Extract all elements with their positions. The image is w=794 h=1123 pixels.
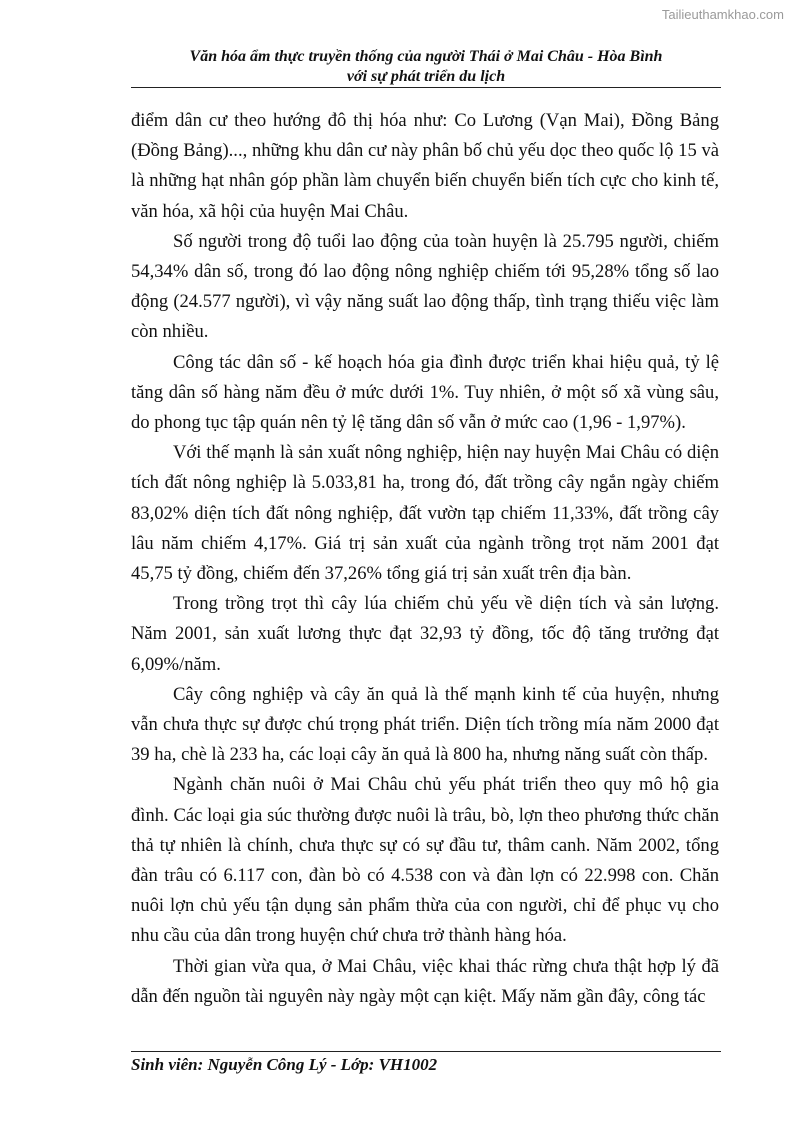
header-title-line-2: với sự phát triển du lịch [346,68,506,85]
paragraph: Số người trong độ tuổi lao động của toàn huyện là 25.795 người, chiếm 54,34% dân số, trong đó lao động nông nghiệp chiếm tới 95,28% tổng số lao động (24.577 người), vì vậy năng suất lao động thấp, tình trạng thiếu việc làm còn nhiều. [131,230,719,343]
header-title-line-1: Văn hóa ẩm thực truyền thống của người Thái ở Mai Châu - Hòa Bình [189,48,663,65]
paragraph: Ngành chăn nuôi ở Mai Châu chủ yếu phát triển theo quy mô hộ gia đình. Các loại gia súc thường được nuôi là trâu, bò, lợn theo phương thức chăn thả tự nhiên là chính, chưa thực sự có sự đầu tư, thâm canh. Năm 2002, tổng đàn trâu có 6.117 con, đàn bò có 4.538 con và đàn lợn có 22.998 con. Chăn nuôi lợn chủ yếu tận dụng sản phẩm thừa của con người, chỉ để phục vụ cho nhu cầu của dân trong huyện chứ chưa trở thành hàng hóa. [131,774,719,947]
page-header [131,47,721,87]
page-footer: Sinh viên: Nguyễn Công Lý - Lớp: VH1002 [131,1055,438,1074]
paragraph: Cây công nghiệp và cây ăn quả là thế mạnh kinh tế của huyện, nhưng vẫn chưa thực sự được chú trọng phát triển. Diện tích trồng mía năm 2000 đạt 39 ha, chè là 233 ha, các loại cây ăn quả là 800 ha, nhưng năng suất còn thấp. [131,683,719,766]
paragraph: điểm dân cư theo hướng đô thị hóa như: Co Lương (Vạn Mai), Đồng Bảng (Đồng Bảng)..., những khu dân cư này phân bố chủ yếu dọc theo quốc lộ 15 và là những hạt nhân góp phần làm chuyển biến chuyển biến tích cực cho kinh tế, văn hóa, xã hội của huyện Mai Châu. [131,110,719,222]
header-divider [131,87,721,88]
document-body [131,106,719,1012]
paragraph: Công tác dân số - kế hoạch hóa gia đình được triển khai hiệu quả, tỷ lệ tăng dân số hàng năm đều ở mức dưới 1%. Tuy nhiên, ở một số xã vùng sâu, do phong tục tập quán nên tỷ lệ tăng dân số vẫn ở mức cao (1,96 - 1,97%). [131,351,719,434]
paragraph: Trong trồng trọt thì cây lúa chiếm chủ yếu về diện tích và sản lượng. Năm 2001, sản xuất lương thực đạt 32,93 tỷ đồng, tốc độ tăng trưởng đạt 6,09%/năm. [131,593,719,675]
footer-divider [131,1051,721,1052]
paragraph: Với thế mạnh là sản xuất nông nghiệp, hiện nay huyện Mai Châu có diện tích đất nông nghiệp là 5.033,81 ha, trong đó, đất trồng cây ngắn ngày chiếm 83,02% diện tích đất nông nghiệp, đất vườn tạp chiếm 11,33%, đất trồng cây lâu năm chiếm 4,17%. Giá trị sản xuất của ngành trồng trọt năm 2001 đạt 45,75 tỷ đồng, chiếm đến 37,26% tổng giá trị sản xuất trên địa bàn. [131,442,719,585]
paragraph: Thời gian vừa qua, ở Mai Châu, việc khai thác rừng chưa thật hợp lý đã dẫn đến nguồn tài nguyên này ngày một cạn kiệt. Mấy năm gần đây, công tác [131,955,719,1007]
watermark-text: Tailieuthamkhao.com [661,7,784,22]
